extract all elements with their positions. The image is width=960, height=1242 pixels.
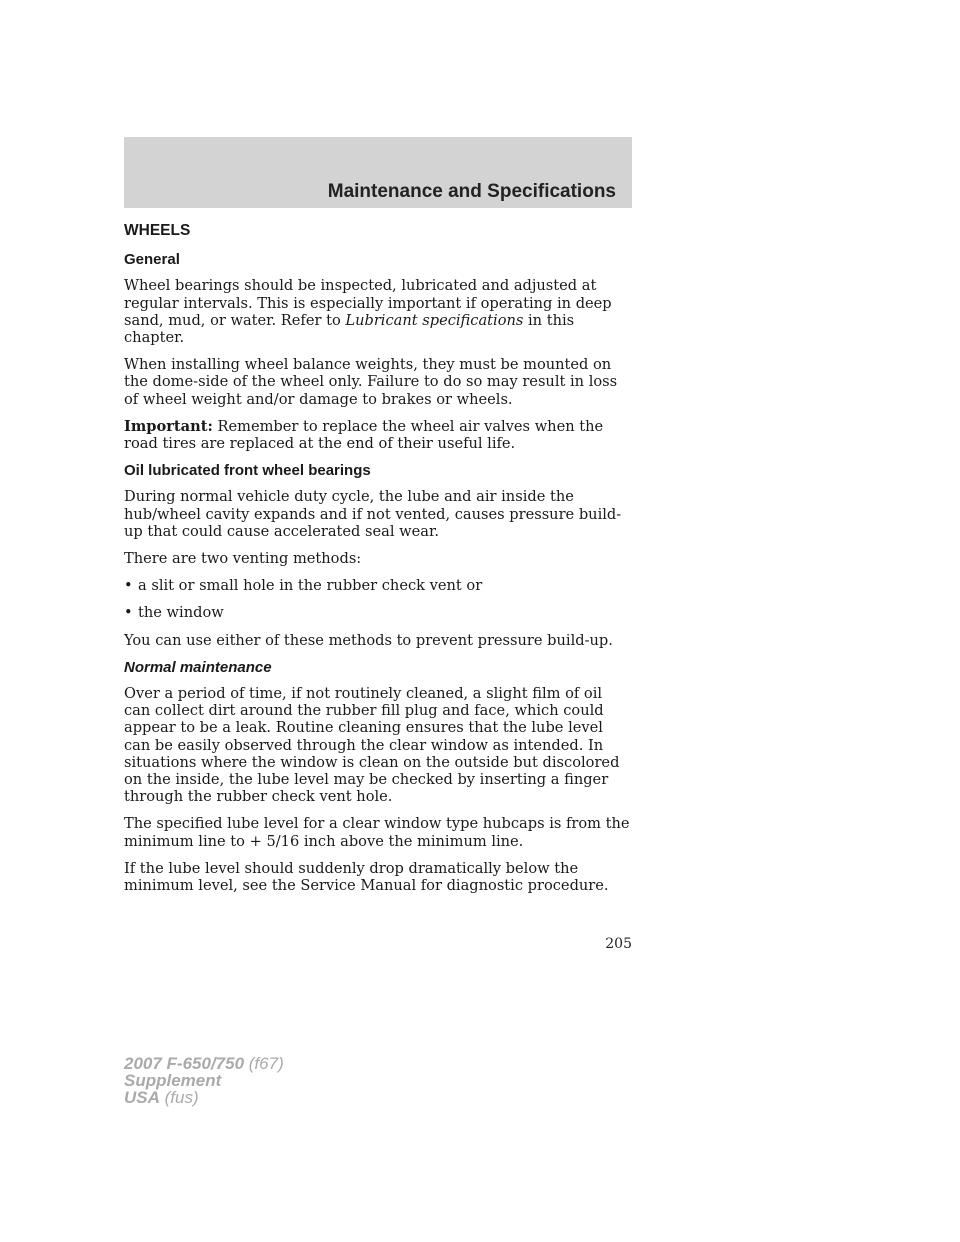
chapter-header-band <box>124 137 632 208</box>
text-run: in this chapter. <box>124 311 575 347</box>
section-title: WHEELS <box>124 222 191 239</box>
chapter-title: Maintenance and Specifications <box>327 181 616 202</box>
general-paragraph-1 <box>124 277 632 346</box>
normal-paragraph-1: Over a period of time, if not routinely cleaned, a slight film of oil can collect dirt around the rubber fill plug and face, which could appear to be a leak. Routine cleaning ensures that the lube level can be easily observed through the clear window as intended. In situations where the window is clean on the outside but discolored on the inside, the lube level may be checked by inserting a finger through the rubber check vent hole. <box>124 685 620 806</box>
page-content <box>124 222 632 904</box>
normal-paragraph-2: The specified lube level for a clear window type hubcaps is from the minimum line to + 5/16 inch above the minimum line. <box>124 815 630 850</box>
footer-line-1 <box>124 1055 284 1072</box>
list-item <box>124 577 632 594</box>
general-paragraph-2: When installing wheel balance weights, they must be mounted on the dome-side of the wheel only. Failure to do so may result in loss of wheel weight and/or damage to brakes or wheels. <box>124 356 618 408</box>
oil-bearings-heading: Oil lubricated front wheel bearings <box>124 462 371 480</box>
footer-line-3 <box>124 1089 284 1106</box>
footer-market: USA <box>124 1088 160 1107</box>
general-heading: General <box>124 251 180 269</box>
document-footer <box>124 1055 284 1106</box>
bullet-icon: • <box>124 604 133 622</box>
page-number: 205 <box>605 936 632 952</box>
bullet-icon: • <box>124 577 133 595</box>
important-label: Important: <box>124 417 213 435</box>
lubricant-spec-reference: Lubricant specifications <box>345 311 524 329</box>
list-item <box>124 604 632 621</box>
oil-paragraph-1: During normal vehicle duty cycle, the lube and air inside the hub/wheel cavity expands and if not vented, causes pressure build-up that could cause accelerated seal wear. <box>124 488 622 540</box>
important-note <box>124 418 632 452</box>
footer-supplement: Supplement <box>124 1071 222 1090</box>
footer-market-code: (fus) <box>159 1088 199 1107</box>
oil-paragraph-3: You can use either of these methods to prevent pressure build-up. <box>124 631 613 649</box>
list-item-text: the window <box>138 604 224 622</box>
footer-model: 2007 F-650/750 <box>124 1054 245 1073</box>
important-text: Remember to replace the wheel air valves when the road tires are replaced at the end of their useful life. <box>124 417 604 453</box>
footer-line-2 <box>124 1072 284 1089</box>
oil-paragraph-2: There are two venting methods: <box>124 550 362 568</box>
list-item-text: a slit or small hole in the rubber check vent or <box>138 577 483 595</box>
footer-model-code: (f67) <box>244 1054 284 1073</box>
normal-maintenance-heading: Normal maintenance <box>124 658 272 676</box>
text-run: Wheel bearings should be inspected, lubricated and adjusted at regular intervals. This is especially important if operating in deep sand, mud, or water. Refer to <box>124 277 612 329</box>
normal-paragraph-3: If the lube level should suddenly drop dramatically below the minimum level, see the Service Manual for diagnostic procedure. <box>124 859 609 895</box>
